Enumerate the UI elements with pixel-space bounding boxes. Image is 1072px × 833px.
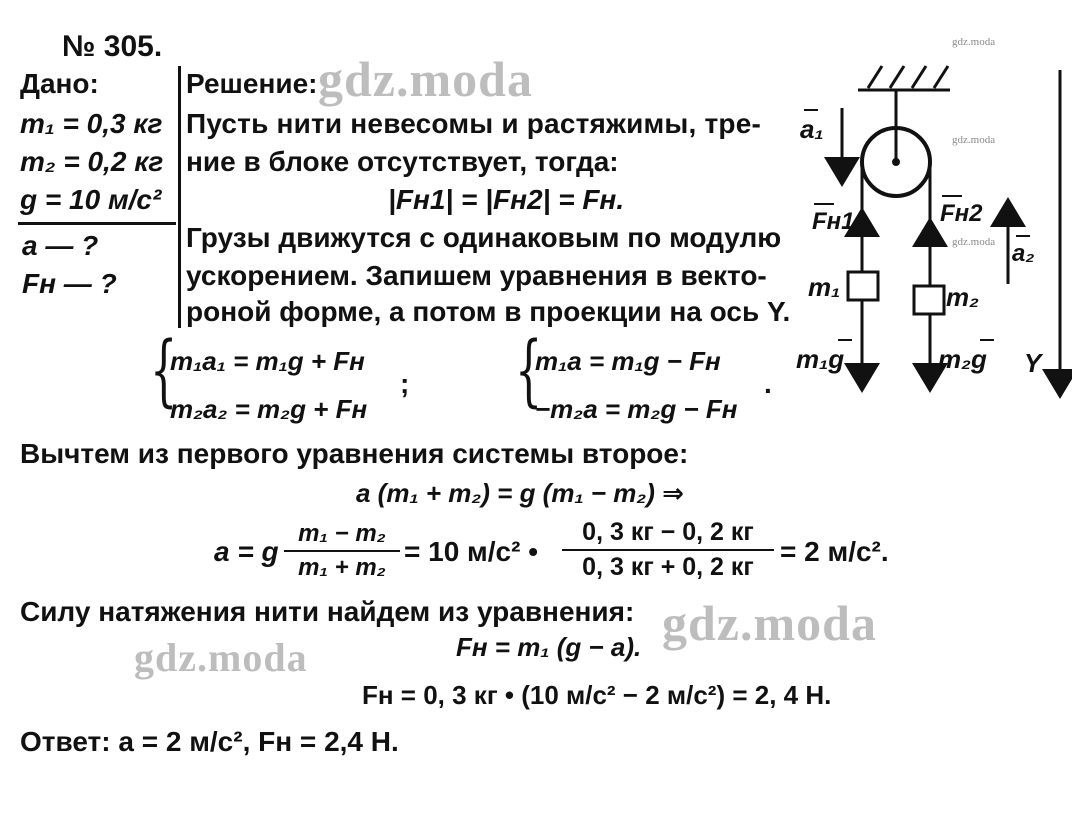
brace-left-1: { xyxy=(150,326,178,416)
solution-line-1: Пусть нити невесомы и растяжимы, тре- xyxy=(186,108,762,139)
given-g: g = 10 м/с² xyxy=(20,184,162,215)
equation-sum: a (m₁ + m₂) = g (m₁ − m₂) ⇒ xyxy=(356,478,684,508)
ceiling-hatch-4 xyxy=(934,66,948,88)
brace-left-2: { xyxy=(515,326,543,416)
eq-a-mid: = 10 м/с² • xyxy=(404,536,539,567)
label-m2g: m₂g xyxy=(938,344,987,374)
ceiling-hatch-1 xyxy=(868,66,882,88)
answer: Ответ: a = 2 м/с², Fн = 2,4 Н. xyxy=(20,726,399,757)
label-a1: a₁ xyxy=(800,114,824,144)
label-fn1: Fн1 xyxy=(812,208,855,235)
fraction-values-denominator: 0, 3 кг + 0, 2 кг xyxy=(582,553,754,581)
solution-header: Решение: xyxy=(186,68,318,99)
eq-a-rhs: = 2 м/с². xyxy=(780,536,889,567)
fraction-masses-numerator: m₁ − m₂ xyxy=(298,520,386,547)
equation-forces: |Fн1| = |Fн2| = Fн. xyxy=(388,184,625,215)
pulley-axle xyxy=(892,158,900,166)
equation-tension-numeric: Fн = 0, 3 кг • (10 м/с² − 2 м/с²) = 2, 4 Н. xyxy=(362,680,832,710)
vector-eq-2: m₂a₂ = m₂g + Fн xyxy=(170,394,368,424)
label-m1: m₁ xyxy=(808,272,841,302)
projection-eq-2: −m₂a = m₂g − Fн xyxy=(535,394,738,424)
ceiling-hatch-2 xyxy=(890,66,904,88)
subtract-text: Вычтем из первого уравнения системы второе: xyxy=(20,438,689,469)
solution-line-3: Грузы движутся с одинаковым по модулю xyxy=(186,222,782,253)
projection-eq-1: m₁a = m₁g − Fн xyxy=(535,346,721,376)
label-a2: a₂ xyxy=(1012,240,1035,267)
watermark-right: gdz.moda xyxy=(662,595,877,651)
fraction-values-numerator: 0, 3 кг − 0, 2 кг xyxy=(582,518,754,546)
watermark-small-2: gdz.moda xyxy=(952,134,996,146)
problem-number: № 305. xyxy=(62,30,163,63)
mass-box-2 xyxy=(914,286,944,314)
label-m2: m₂ xyxy=(946,282,980,312)
given-find-F: Fн — ? xyxy=(22,268,117,299)
equation-tension: Fн = m₁ (g − a). xyxy=(456,632,642,662)
projection-end: . xyxy=(764,368,772,399)
solution-line-5: роной форме, а потом в проекции на ось Y. xyxy=(186,296,791,327)
label-fn2: Fн2 xyxy=(940,200,983,227)
tension-text: Силу натяжения нити найдем из уравнения: xyxy=(20,596,635,627)
given-m1: m₁ = 0,3 кг xyxy=(20,108,163,139)
solution-line-4: ускорением. Запишем уравнения в векто- xyxy=(186,260,767,291)
label-m1g: m₁g xyxy=(796,344,845,374)
given-find-a: a — ? xyxy=(22,230,99,261)
given-header: Дано: xyxy=(20,68,99,99)
mass-box-1 xyxy=(848,272,878,300)
vector-eq-1: m₁a₁ = m₁g + Fн xyxy=(170,346,365,376)
watermark-top: gdz.moda xyxy=(318,51,533,107)
watermark-small-1: gdz.moda xyxy=(952,36,996,48)
fraction-masses-denominator: m₁ + m₂ xyxy=(298,554,386,581)
ceiling-hatch-3 xyxy=(912,66,926,88)
eq-a-lhs: a = g xyxy=(214,536,279,567)
given-m2: m₂ = 0,2 кг xyxy=(20,146,164,177)
watermark-small-3: gdz.moda xyxy=(952,236,996,248)
label-y-axis: Y xyxy=(1024,348,1042,378)
system-separator: ; xyxy=(400,368,410,399)
solution-line-2: ние в блоке отсутствует, тогда: xyxy=(186,146,619,177)
watermark-left: gdz.moda xyxy=(134,635,308,680)
